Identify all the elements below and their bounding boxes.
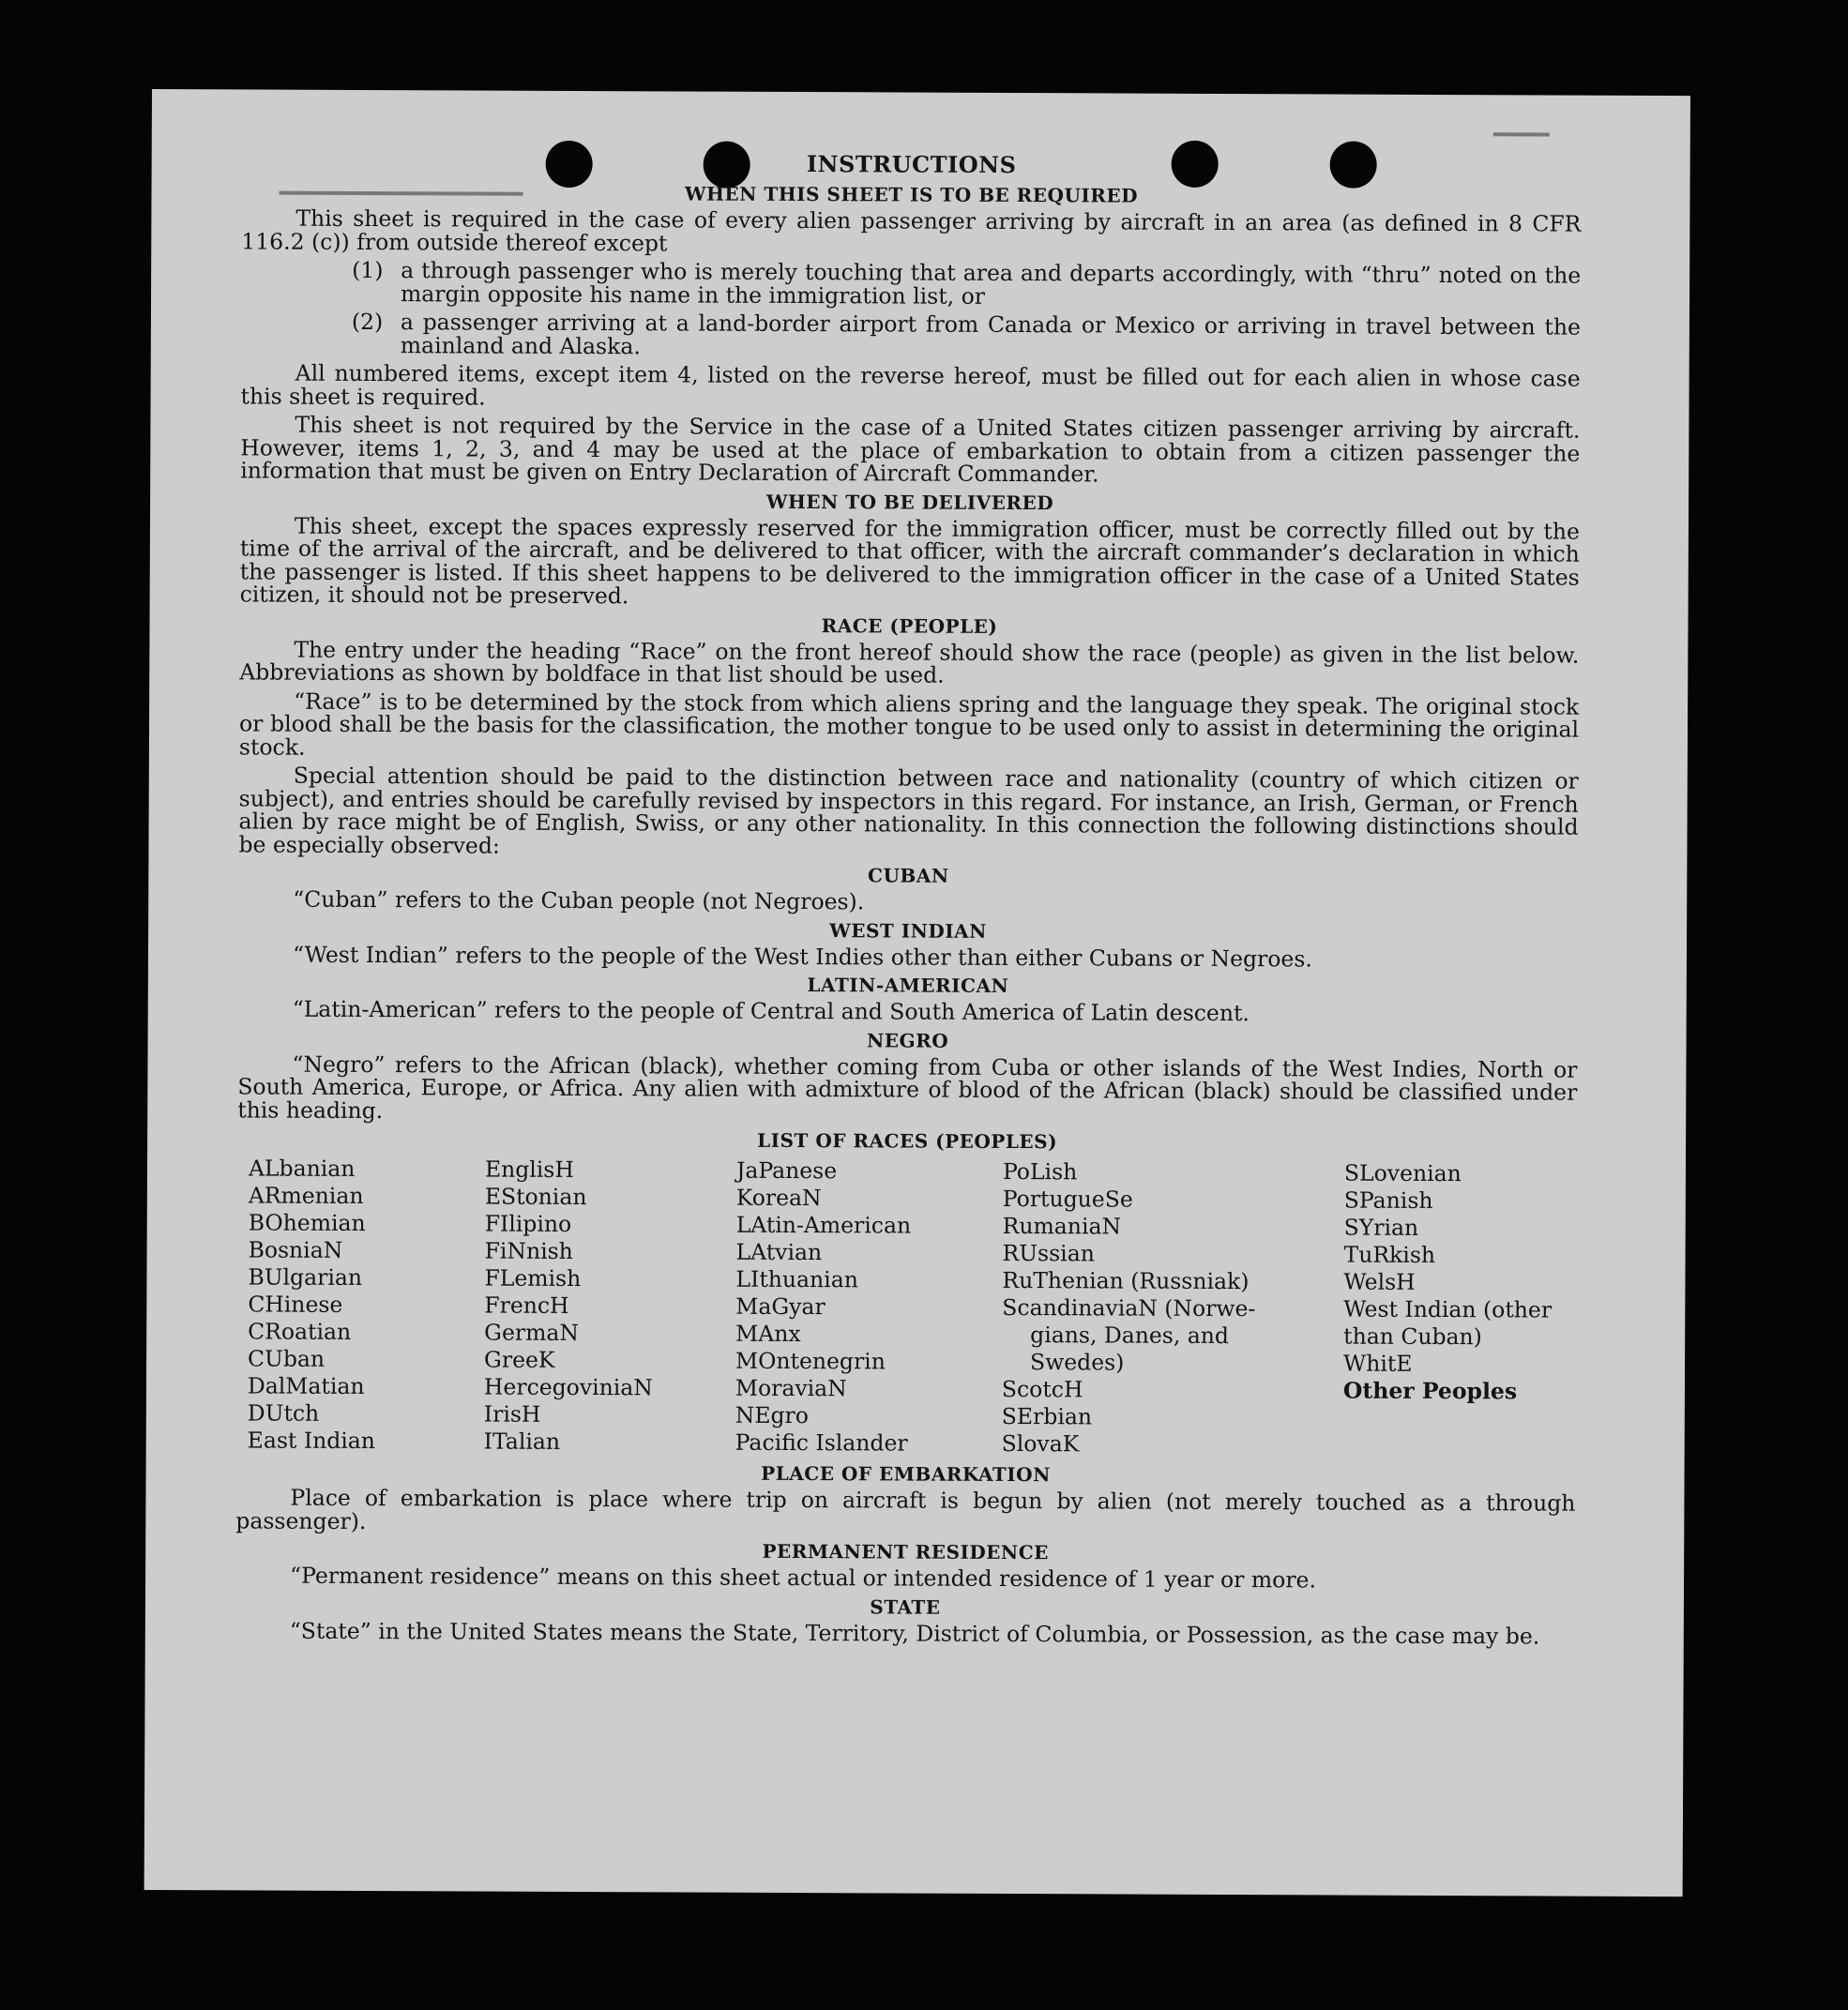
exception-number: (1) [352, 256, 384, 284]
race-entry: CUban [248, 1345, 326, 1372]
race-entry: West Indian (other [1343, 1295, 1553, 1323]
page-title: INSTRUCTIONS [806, 150, 1017, 179]
race-entry: FrencH [484, 1292, 569, 1319]
residence-text: “Permanent residence” means on this sheet actual or intended residence of 1 year or more. [290, 1562, 1317, 1594]
race-entry: KoreaN [735, 1184, 822, 1212]
race-entry: RumaniaN [1002, 1212, 1122, 1240]
race-entry: Other Peoples [1342, 1377, 1518, 1405]
race-entry: CHinese [248, 1291, 343, 1318]
race-entry: ITalian [483, 1428, 561, 1455]
latin-american-text: “Latin-American” refers to the people of Central and South America of Latin descent. [292, 995, 1250, 1027]
required-para-3: This sheet is not required by the Service in the case of a United States citizen passenger arriving by aircraft. However, items 1, 2, 3, and 4 may be used at the place of embarkation to obtain from a citizen passenger the information that must be given on Entry Declaration of Aircraft Commander. [240, 411, 1581, 488]
state-text: “State” in the United States means the State, Territory, District of Columbia, or Possession, as the case may be. [289, 1617, 1540, 1649]
required-para-2: All numbered items, except item 4, listed on the reverse hereof, must be filled out for each alien in whose case this sheet is required. [240, 359, 1581, 411]
exception-item [352, 310, 1581, 362]
race-entry: IrisH [483, 1400, 541, 1428]
race-entry: WhitE [1343, 1350, 1413, 1377]
exception-text: a passenger arriving at a land-border airport from Canada or Mexico or arriving in travel between the mainland and Alaska. [400, 309, 1581, 359]
race-entry: GermaN [484, 1319, 580, 1346]
exception-item [352, 256, 1582, 310]
race-entry: SLovenian [1343, 1159, 1462, 1187]
section-heading-embarkation: PLACE OF EMBARKATION [761, 1461, 1051, 1487]
west-indian-text: “West Indian” refers to the people of the West Indies other than either Cubans or Negroes. [292, 941, 1312, 972]
races-column [1002, 1158, 1344, 1459]
section-heading-cuban: CUBAN [868, 864, 949, 887]
race-entry: LAtin-American [735, 1211, 912, 1239]
race-entry: DUtch [247, 1399, 320, 1427]
exception-number: (2) [351, 308, 384, 336]
race-para-2: “Race” is to be determined by the stock from which aliens spring and the language they speak. The original stock or blood shall be the basis for the classification, the mother tongue to be used only to assist in determining the original stock. [238, 688, 1580, 761]
races-column [248, 1155, 485, 1455]
race-entry: BOhemian [248, 1209, 366, 1237]
race-entry: PortugueSe [1002, 1185, 1133, 1213]
section-heading-residence: PERMANENT RESIDENCE [762, 1539, 1049, 1564]
section-heading-latin-american: LATIN-AMERICAN [807, 974, 1009, 997]
race-entry: FIlipino [484, 1210, 572, 1237]
embarkation-text: Place of embarkation is place where trip on aircraft is begun by alien (not merely touched as a through passenger). [235, 1484, 1576, 1534]
races-list [248, 1155, 1577, 1459]
exception-text: a through passenger who is merely touching that area and departs accordingly, with “thru” noted on the margin opposite his name in the immigration list, or [400, 257, 1582, 310]
section-heading-negro: NEGRO [866, 1028, 949, 1052]
races-column [735, 1157, 1003, 1458]
race-entry: PoLish [1002, 1157, 1078, 1186]
race-entry: FiNnish [484, 1237, 573, 1264]
section-heading-state: STATE [870, 1594, 941, 1619]
race-entry: BosniaN [248, 1236, 343, 1263]
section-heading-delivered: WHEN TO BE DELIVERED [765, 490, 1054, 514]
race-entry: EnglisH [484, 1156, 574, 1183]
race-entry: EStonian [484, 1183, 587, 1211]
race-entry: HercegoviniaN [483, 1373, 653, 1401]
race-entry: JaPanese [735, 1156, 838, 1185]
race-entry: SlovaK [1001, 1429, 1080, 1458]
race-entry: TuRkish [1343, 1241, 1436, 1268]
race-entry: ScandinaviaN (Norwe- [1002, 1293, 1256, 1322]
race-entry: WelsH [1343, 1268, 1416, 1295]
section-heading-required: WHEN THIS SHEET IS TO BE REQUIRED [684, 182, 1139, 207]
instructions-content [235, 147, 1582, 1653]
ink-smudge [1493, 132, 1550, 136]
race-entry: NEgro [735, 1401, 810, 1429]
section-heading-west-indian: WEST INDIAN [829, 918, 987, 943]
race-para-3: Special attention should be paid to the distinction between race and nationality (country of which citizen or subject), and entries should be carefully revised by inspectors in this regard. For instance, an Irish, German, or French alien by race might be of English, Swiss, or any other nationality. In this connection the following distinctions should be especially observed: [238, 762, 1579, 859]
race-entry: East Indian [247, 1427, 376, 1455]
race-entry: SErbian [1001, 1402, 1093, 1430]
race-entry: CRoatian [248, 1318, 352, 1345]
negro-text: “Negro” refers to the African (black), whether coming from Cuba or other islands of the West Indies, North or South America, Europe, or Africa. Any alien with admixture of blood of the African (black) should be classified under this heading. [237, 1050, 1578, 1124]
race-entry: MaGyar [735, 1292, 826, 1321]
race-entry: ScotcH [1001, 1375, 1083, 1403]
race-entry: MoraviaN [735, 1374, 847, 1402]
race-entry: FLemish [484, 1264, 582, 1292]
race-entry: than Cuban) [1343, 1322, 1482, 1351]
race-entry: LIthuanian [735, 1265, 858, 1293]
race-entry: RuThenian (Russniak) [1002, 1266, 1250, 1295]
race-entry: DalMatian [247, 1372, 365, 1400]
races-column [1343, 1160, 1588, 1460]
race-entry: SPanish [1343, 1186, 1433, 1214]
race-entry: GreeK [484, 1346, 555, 1373]
race-entry: MOntenegrin [735, 1347, 886, 1375]
race-entry: gians, Danes, and [1030, 1322, 1230, 1350]
race-entry: Swedes) [1030, 1349, 1125, 1376]
race-entry: ALbanian [248, 1155, 356, 1182]
cuban-text: “Cuban” refers to the Cuban people (not Negroes). [293, 885, 865, 915]
race-entry: RUssian [1002, 1239, 1095, 1267]
race-entry: MAnx [735, 1320, 801, 1348]
race-entry: Pacific Islander [735, 1428, 908, 1457]
document-sheet [144, 89, 1690, 1897]
race-entry: LAtvian [735, 1238, 823, 1266]
section-heading-list-of-races: LIST OF RACES (PEOPLES) [757, 1128, 1058, 1154]
race-entry: SYrian [1343, 1214, 1419, 1241]
race-para-1: The entry under the heading “Race” on the front hereof should show the race (people) as given in the list below. Abbreviations as shown by boldface in that list should be used. [239, 636, 1580, 688]
race-entry: ARmenian [248, 1182, 364, 1209]
required-intro: This sheet is required in the case of every alien passenger arriving by aircraft in an area (as defined in 8 CFR 116.2 (c)) from outside thereof except [241, 204, 1582, 256]
race-entry: BUlgarian [248, 1263, 363, 1291]
delivered-text: This sheet, except the spaces expressly reserved for the immigration officer, must be correctly filled out by the time of the arrival of the aircraft, and be delivered to that officer, with the aircraft commander’s declaration in which the passenger is listed. If this sheet happens to be delivered to the immigration officer in the case of a United States citizen, it should not be preserved. [239, 512, 1581, 610]
races-column [484, 1156, 736, 1457]
section-heading-race: RACE (PEOPLE) [821, 613, 998, 638]
